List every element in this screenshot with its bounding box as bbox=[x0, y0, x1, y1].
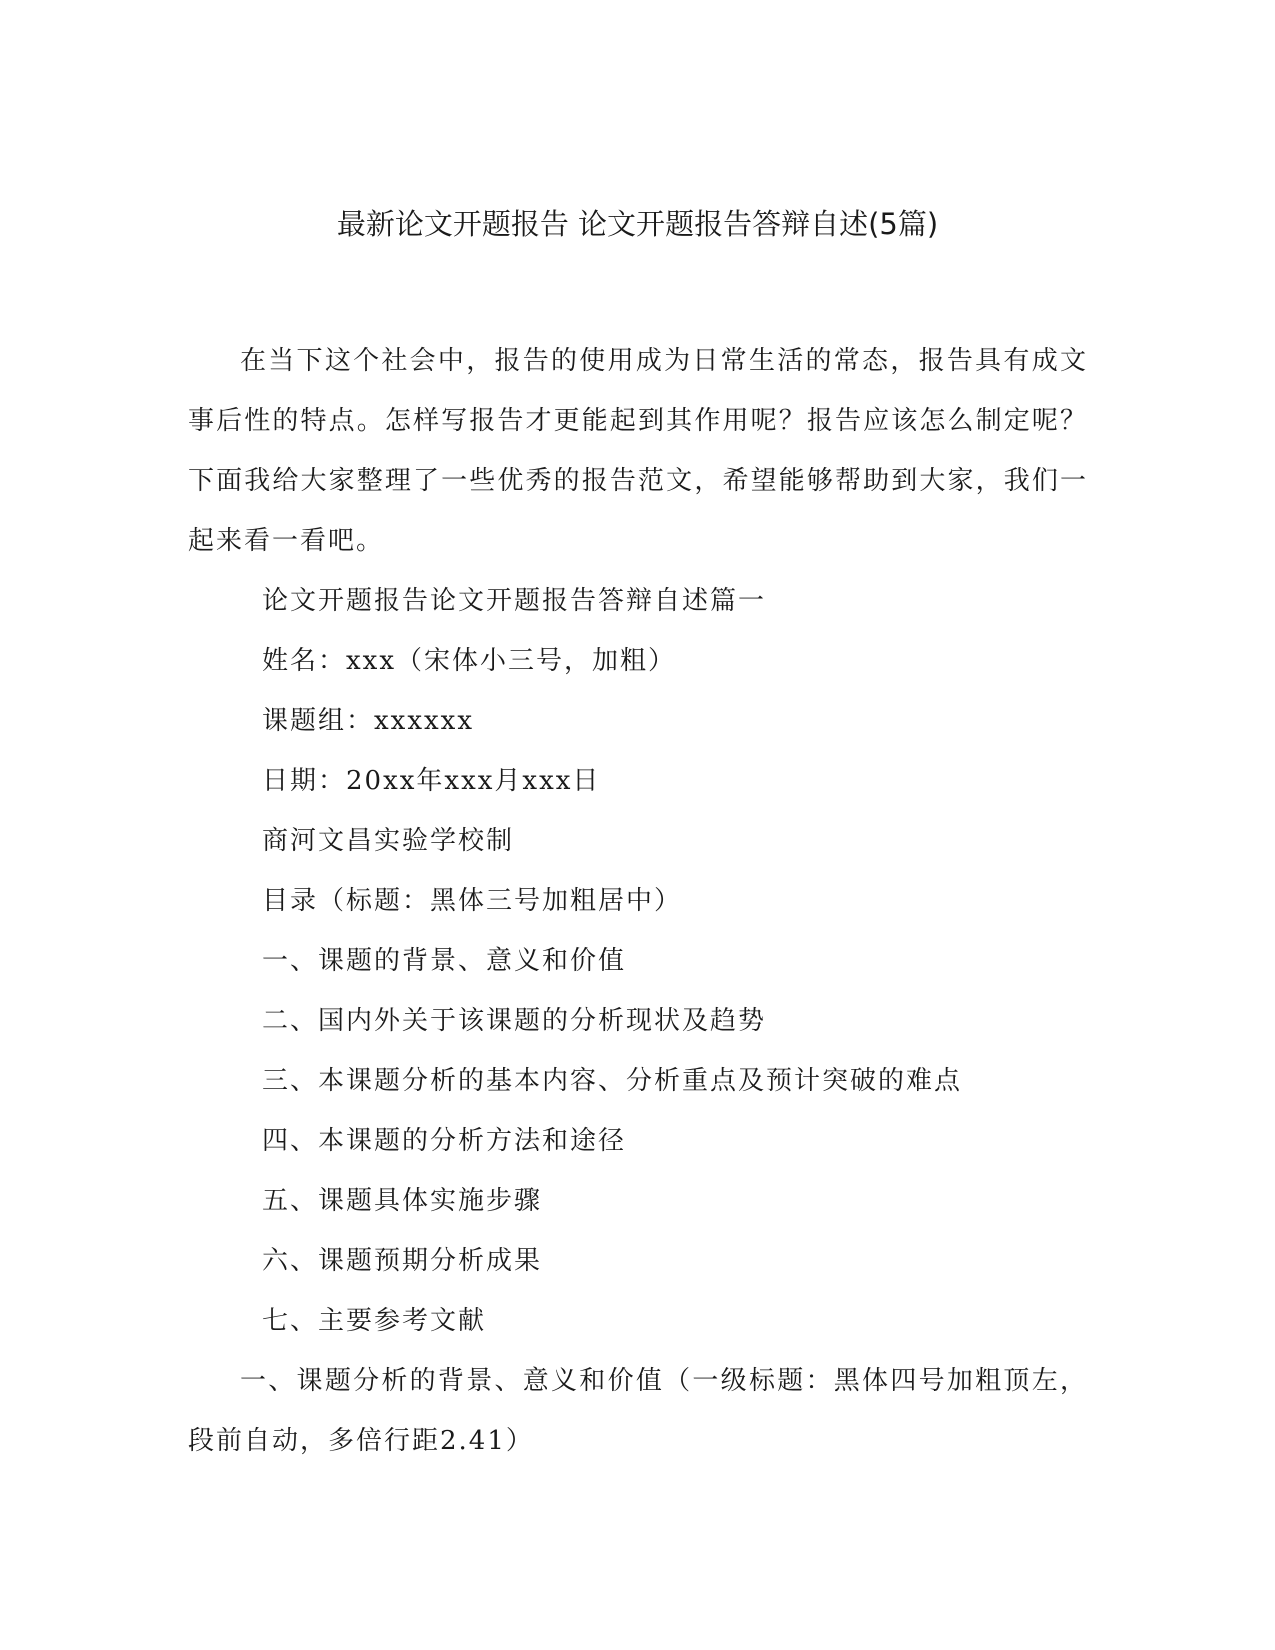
date-line: 日期：20xx年xxx月xxx日 bbox=[262, 766, 601, 796]
toc-item: 五、课题具体实施步骤 bbox=[262, 1186, 543, 1216]
document-body bbox=[188, 331, 1088, 1471]
toc-item: 六、课题预期分析成果 bbox=[262, 1246, 543, 1276]
toc-item: 七、主要参考文献 bbox=[262, 1306, 487, 1336]
name-line: 姓名：xxx（宋体小三号，加粗） bbox=[262, 646, 676, 676]
toc-item: 二、国内外关于该课题的分析现状及趋势 bbox=[262, 1006, 767, 1036]
toc-heading: 目录（标题：黑体三号加粗居中） bbox=[262, 886, 683, 916]
toc-item: 三、本课题分析的基本内容、分析重点及预计突破的难点 bbox=[262, 1066, 963, 1096]
group-line: 课题组：xxxxxx bbox=[262, 706, 474, 736]
intro-paragraph: 在当下这个社会中，报告的使用成为日常生活的常态，报告具有成文事后性的特点。怎样写报告才更能起到其作用呢？报告应该怎么制定呢？下面我给大家整理了一些优秀的报告范文，希望能够帮助到大家，我们一起来看一看吧。 bbox=[188, 346, 1088, 556]
school-line: 商河文昌实验学校制 bbox=[262, 826, 515, 856]
toc-item: 一、课题的背景、意义和价值 bbox=[262, 946, 627, 976]
document-title: 最新论文开题报告 论文开题报告答辩自述(5篇) bbox=[336, 207, 939, 241]
toc-item: 四、本课题的分析方法和途径 bbox=[262, 1126, 627, 1156]
section-heading: 一、课题分析的背景、意义和价值（一级标题：黑体四号加粗顶左，段前自动，多倍行距2.41） bbox=[188, 1366, 1088, 1456]
chapter-heading: 论文开题报告论文开题报告答辩自述篇一 bbox=[262, 586, 767, 616]
